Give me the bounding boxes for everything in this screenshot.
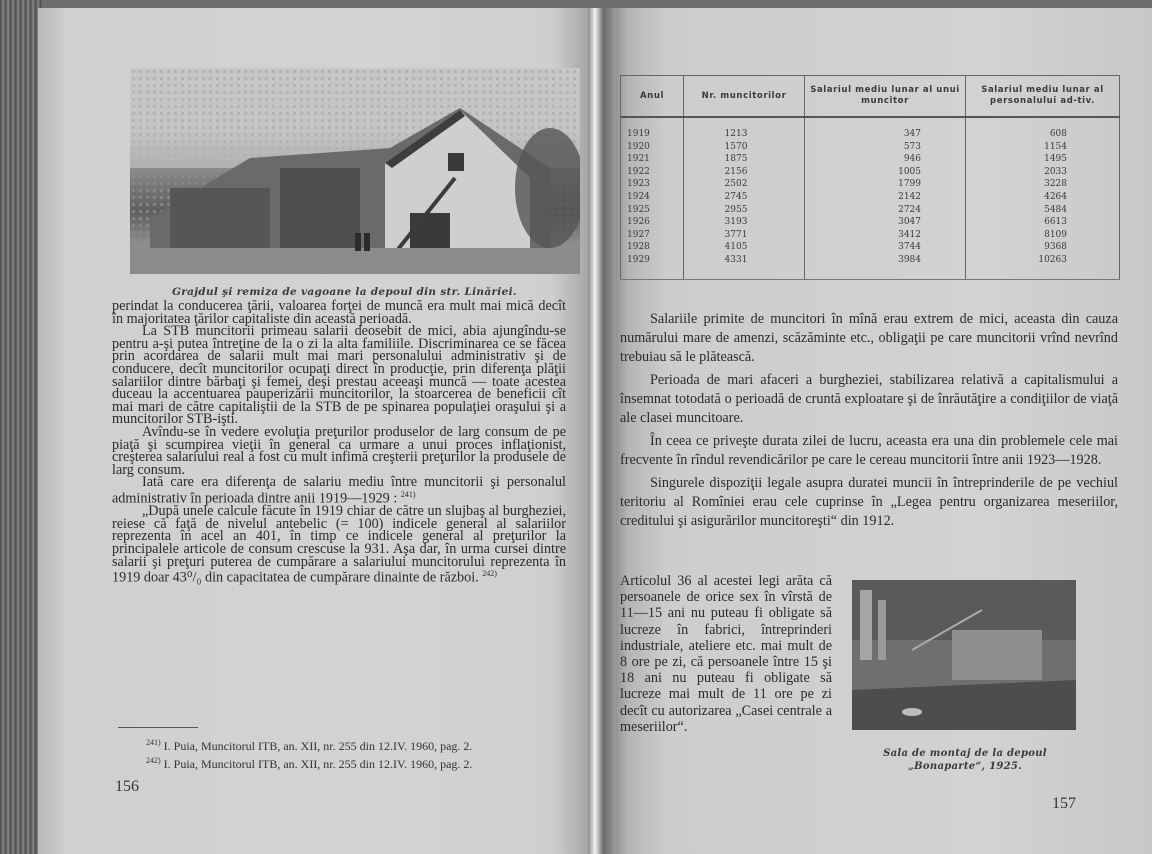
paragraph-text: Iată care era diferenţa de salariu mediu între muncitorii şi personalul administrativ în perioada dintre anii 1919—1929 : [112,474,566,507]
footnote-mark: 242) [146,756,161,765]
right-photo-caption [862,747,1068,773]
caption-line: Sala de montaj de la depoul [883,748,1047,759]
footnote-mark: 241) [146,738,161,747]
cell-workers: 3771 [684,229,805,242]
paragraph [112,476,566,505]
building-illustration [130,68,580,274]
cell-workers: 2745 [684,191,805,204]
table-row [621,178,1120,191]
paragraph-text: „După unele calcule făcute în 1919 chiar de către un slujbaş al burgheziei, reiese că faţă de nivelul antebelic (= 100) indicele general al salariilor reprezenta în acel an 401, în timp ce indicele general al preţurilor la principalele articole de consum crescuse la 931. Aşa dar, în urma cursei dintre salarii şi preţuri puterea de cumpărare a salariului muncitorului reprezenta în 1919 doar 43⁰/₀ din capacitatea de cumpărare dinainte de război. [112,503,566,586]
cell-admin-wage: 5484 [966,204,1120,217]
cell-workers: 1570 [684,141,805,154]
table-row [621,229,1120,242]
cell-admin-wage: 8109 [966,229,1120,242]
cell-workers: 2502 [684,178,805,191]
cell-admin-wage: 3228 [966,178,1120,191]
cell-worker-wage: 3047 [805,216,966,229]
cell-worker-wage: 3744 [805,241,966,254]
workshop-illustration [852,580,1076,730]
paragraph: Singurele dispoziţii legale asupra duratei muncii în întreprinderile de pe vechiul teritoriu al Romîniei erau cele cuprinse în „Legea pentru organizarea meseriilor, creditului şi asigurărilor muncitoreşti“ din 1912. [620,475,1118,529]
cell-admin-wage: 608 [966,117,1120,141]
cell-year: 1922 [621,166,684,179]
table-row [621,216,1120,229]
cell-admin-wage: 6613 [966,216,1120,229]
cell-workers: 2955 [684,204,805,217]
table-row [621,241,1120,254]
table-row [621,141,1120,154]
cell-workers: 3193 [684,216,805,229]
cell-worker-wage: 1799 [805,178,966,191]
cell-workers: 4105 [684,241,805,254]
depot-building-photo [130,68,580,274]
paragraph: Salariile primite de muncitori în mînă erau extrem de mici, aceasta din cauza numărului mare de amenzi, scăzăminte etc., obligaţii pe care muncitorii vrînd nevrînd trebuiau să le plătească. [620,311,1118,365]
cell-worker-wage: 946 [805,153,966,166]
workshop-photo [852,580,1076,730]
cell-workers: 1875 [684,153,805,166]
table-row [621,191,1120,204]
cell-admin-wage: 9368 [966,241,1120,254]
paragraph [112,505,566,584]
left-body-text [112,300,566,585]
table-row [621,153,1120,166]
cell-workers: 1213 [684,117,805,141]
cell-year: 1920 [621,141,684,154]
footnote [118,756,573,772]
page-edges [0,0,42,854]
table-row [621,204,1120,217]
cell-worker-wage: 2724 [805,204,966,217]
cell-year: 1923 [621,178,684,191]
table-row [621,166,1120,179]
paragraph: Perioada de mari afaceri a burgheziei, stabilizarea relativă a capitalismului a însemnat totodată o perioadă de cruntă exploatare şi de înrăutăţire a condiţiilor de viaţă ale clasei muncitoare. [620,372,1118,426]
right-body-text [620,310,1118,531]
caption-line: „Bonaparte“, 1925. [908,761,1022,772]
header-worker-wage: Salariul mediu lunar al unui muncitor [805,76,966,118]
cell-year: 1927 [621,229,684,242]
cell-year: 1919 [621,117,684,141]
cell-worker-wage: 3984 [805,254,966,279]
page-number-right: 157 [1052,795,1076,812]
paragraph: perindat la conducerea ţării, valoarea forţei de muncă era mult mai mică decît în majoritatea ţărilor capitaliste din această perioadă. [112,298,566,327]
footnote-text: I. Puia, Muncitorul ITB, an. XII, nr. 255 din 12.IV. 1960, pag. 2. [163,739,473,753]
wages-table [620,75,1120,280]
footnote-text: I. Puia, Muncitorul ITB, an. XII, nr. 255 din 12.IV. 1960, pag. 2. [163,757,473,771]
cell-workers: 4331 [684,254,805,279]
table-row [621,117,1120,141]
footnotes [118,738,573,774]
table-row [621,254,1120,279]
cell-year: 1924 [621,191,684,204]
cell-year: 1926 [621,216,684,229]
header-admin-wage: Salariul mediu lunar al personalului ad-tiv. [966,76,1120,118]
cell-admin-wage: 10263 [966,254,1120,279]
cell-year: 1929 [621,254,684,279]
cell-admin-wage: 2033 [966,166,1120,179]
footnote-ref[interactable]: 242) [482,569,497,579]
paragraph: La STB muncitorii primeau salarii deosebit de mici, abia ajungîndu-se pentru a-şi putea întreţine de la o zi la alta familiile. Discriminarea ce se făcea prin acordarea de salarii mult mai mari personalului administrativ şi de conducere, decît muncitorilor ocupaţi direct în producţie, prin diferenţa plăţii salariilor dintre bărbaţi şi femei, deşi prestau aceeaşi muncă — toate acestea duceau la accentuarea pauperizării muncitorilor, la stoarcerea de beneficii cît mai mari de către capitaliştii de la STB de pe spinarea populaţiei oraşului şi a muncitorilor STB-işti. [112,323,566,428]
header-workers: Nr. muncitorilor [684,76,805,118]
cell-year: 1921 [621,153,684,166]
cell-worker-wage: 2142 [805,191,966,204]
table-header-row [621,76,1120,118]
paragraph: În ceea ce priveşte durata zilei de lucru, aceasta era una din problemele cele mai frecvente în rîndul revendicărilor pe care le cereau muncitorii între anii 1923—1928. [620,433,1118,468]
cell-admin-wage: 1154 [966,141,1120,154]
cell-worker-wage: 573 [805,141,966,154]
cell-admin-wage: 1495 [966,153,1120,166]
footnote-divider [118,727,198,728]
cell-worker-wage: 1005 [805,166,966,179]
right-narrow-text: Articolul 36 al acestei legi arăta că persoanele de orice sex în vîrstă de 11—15 ani nu puteau fi obligate să lucreze în fabrici, întreprinderi industriale, ateliere etc. mai mult de 8 ore pe zi, că persoanele între 15 şi 18 ani nu puteau fi obligate să lucreze mai mult de 11 ore pe zi decît cu autorizarea „Casei centrale a meseriilor“. [620,573,832,735]
cell-worker-wage: 3412 [805,229,966,242]
footnote [118,738,573,754]
paragraph: Avîndu-se în vedere evoluţia preţurilor produselor de larg consum de pe piaţă şi scumpirea vieţii în general ca urmare a unui proces inflaţionist, creşterea salariului real a fost cu mult infimă creşterii preţurilor la produsele de larg consum. [112,423,566,478]
footnote-ref[interactable]: 241) [400,489,416,499]
cell-workers: 2156 [684,166,805,179]
header-year: Anul [621,76,684,118]
cell-year: 1925 [621,204,684,217]
cell-year: 1928 [621,241,684,254]
cell-admin-wage: 4264 [966,191,1120,204]
left-photo-caption: Grajdul şi remiza de vagoane la depoul din str. Linăriei. [172,286,517,298]
cell-worker-wage: 347 [805,117,966,141]
page-number-left: 156 [115,778,139,795]
book-gutter [588,8,616,854]
